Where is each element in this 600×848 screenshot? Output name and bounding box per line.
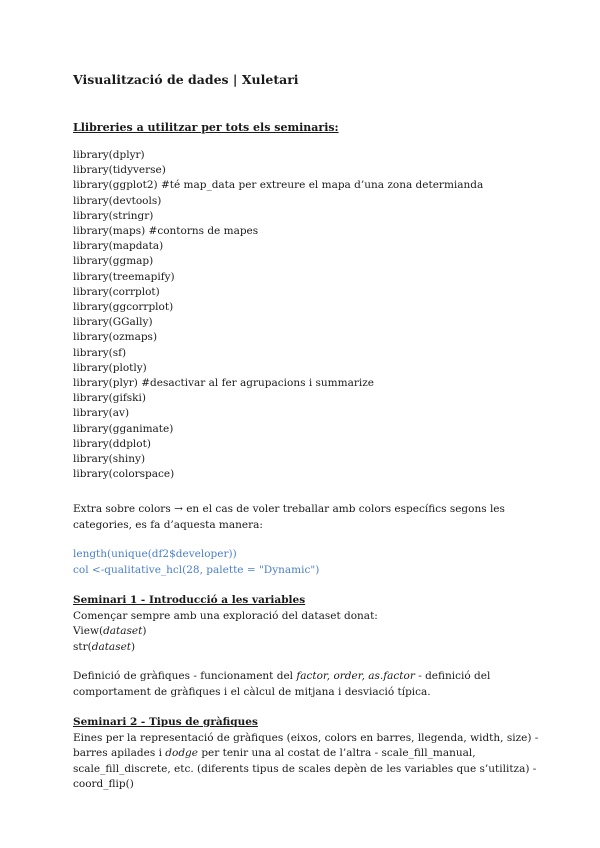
extra-colors-text-after: en el cas de voler treballar amb colors específics segons les categories, es fa d’aquesta manera: bbox=[73, 503, 505, 531]
seminar-2-italic: dodge bbox=[165, 747, 198, 759]
library-line: library(gganimate) bbox=[73, 422, 174, 435]
library-line: library(shiny) bbox=[73, 453, 146, 466]
library-line: library(sf) bbox=[73, 346, 127, 359]
library-line: library(plyr) #desactivar al fer agrupacions i summarize bbox=[73, 377, 374, 390]
page-title: Visualització de dades | Xuletari bbox=[73, 72, 299, 87]
library-line: library(dplyr) bbox=[73, 149, 145, 161]
seminar-2-text bbox=[73, 731, 543, 793]
libraries-list bbox=[73, 148, 483, 482]
seminar-2-text-2: per tenir una al costat de l’altra - scale_fill_manual, scale_fill_discrete, etc. (diferents tipus de scales depèn de les variables que s’utilitza) - coord_flip() bbox=[73, 747, 537, 790]
library-line: library(ggcorrplot) bbox=[73, 301, 174, 314]
library-line: library(av) bbox=[73, 407, 130, 420]
library-line: library(mapdata) bbox=[73, 240, 164, 253]
library-line: library(gifski) bbox=[73, 392, 146, 405]
seminar-2-heading: Seminari 2 - Tipus de gràfiques bbox=[73, 716, 258, 728]
definition-text-2: - definició del comportament de gràfiques i el càlcul de mitjana i desviació típica. bbox=[73, 670, 491, 698]
view-prefix: View( bbox=[73, 625, 104, 637]
code-line: col <-qualitative_hcl(28, palette = "Dynamic") bbox=[73, 563, 320, 576]
str-arg: dataset bbox=[91, 640, 132, 653]
definition-italic: factor, order, as.factor bbox=[296, 670, 415, 682]
seminar-2-text-1: Eines per la representació de gràfiques (eixos, colors en barres, llegenda, width, size) - barres apilades i bbox=[73, 731, 539, 759]
view-arg: dataset bbox=[103, 625, 143, 637]
library-line: library(ggplot2) #té map_data per extreure el mapa d’una zona determianda bbox=[73, 179, 484, 192]
right-arrow-icon: → bbox=[174, 503, 183, 515]
library-line: library(GGally) bbox=[73, 316, 153, 329]
library-line: library(treemapify) bbox=[73, 270, 175, 283]
seminar-1-intro: Començar sempre amb una exploració del dataset donat: bbox=[73, 609, 378, 622]
definition-text-1: Definició de gràfiques - funcionament del bbox=[73, 670, 297, 682]
str-prefix: str( bbox=[73, 640, 92, 653]
extra-colors-text-before: Extra sobre colors bbox=[73, 503, 175, 515]
libraries-heading: Llibreries a utilitzar per tots els seminaris: bbox=[73, 121, 339, 134]
library-line: library(stringr) bbox=[73, 209, 154, 222]
seminar-1-section bbox=[73, 593, 543, 655]
str-suffix: ) bbox=[131, 640, 136, 653]
library-line: library(tidyverse) bbox=[73, 164, 166, 177]
seminar-2-section bbox=[73, 715, 543, 793]
seminar-1-heading: Seminari 1 - Introducció a les variables bbox=[73, 594, 306, 606]
seminar-1-definition bbox=[73, 669, 543, 700]
extra-colors-paragraph bbox=[73, 502, 533, 533]
view-dataset-line bbox=[73, 624, 543, 640]
library-line: library(colorspace) bbox=[73, 468, 175, 481]
code-line: length(unique(df2$developer)) bbox=[73, 548, 237, 560]
str-dataset-line bbox=[73, 640, 543, 656]
library-line: library(maps) #contorns de mapes bbox=[73, 225, 259, 238]
view-suffix: ) bbox=[142, 625, 147, 637]
library-line: library(ggmap) bbox=[73, 255, 154, 268]
library-line: library(ddplot) bbox=[73, 437, 151, 450]
library-line: library(corrplot) bbox=[73, 285, 160, 298]
library-line: library(devtools) bbox=[73, 194, 162, 207]
colors-code-block bbox=[73, 547, 319, 578]
library-line: library(ozmaps) bbox=[73, 331, 158, 344]
library-line: library(plotly) bbox=[73, 361, 147, 374]
